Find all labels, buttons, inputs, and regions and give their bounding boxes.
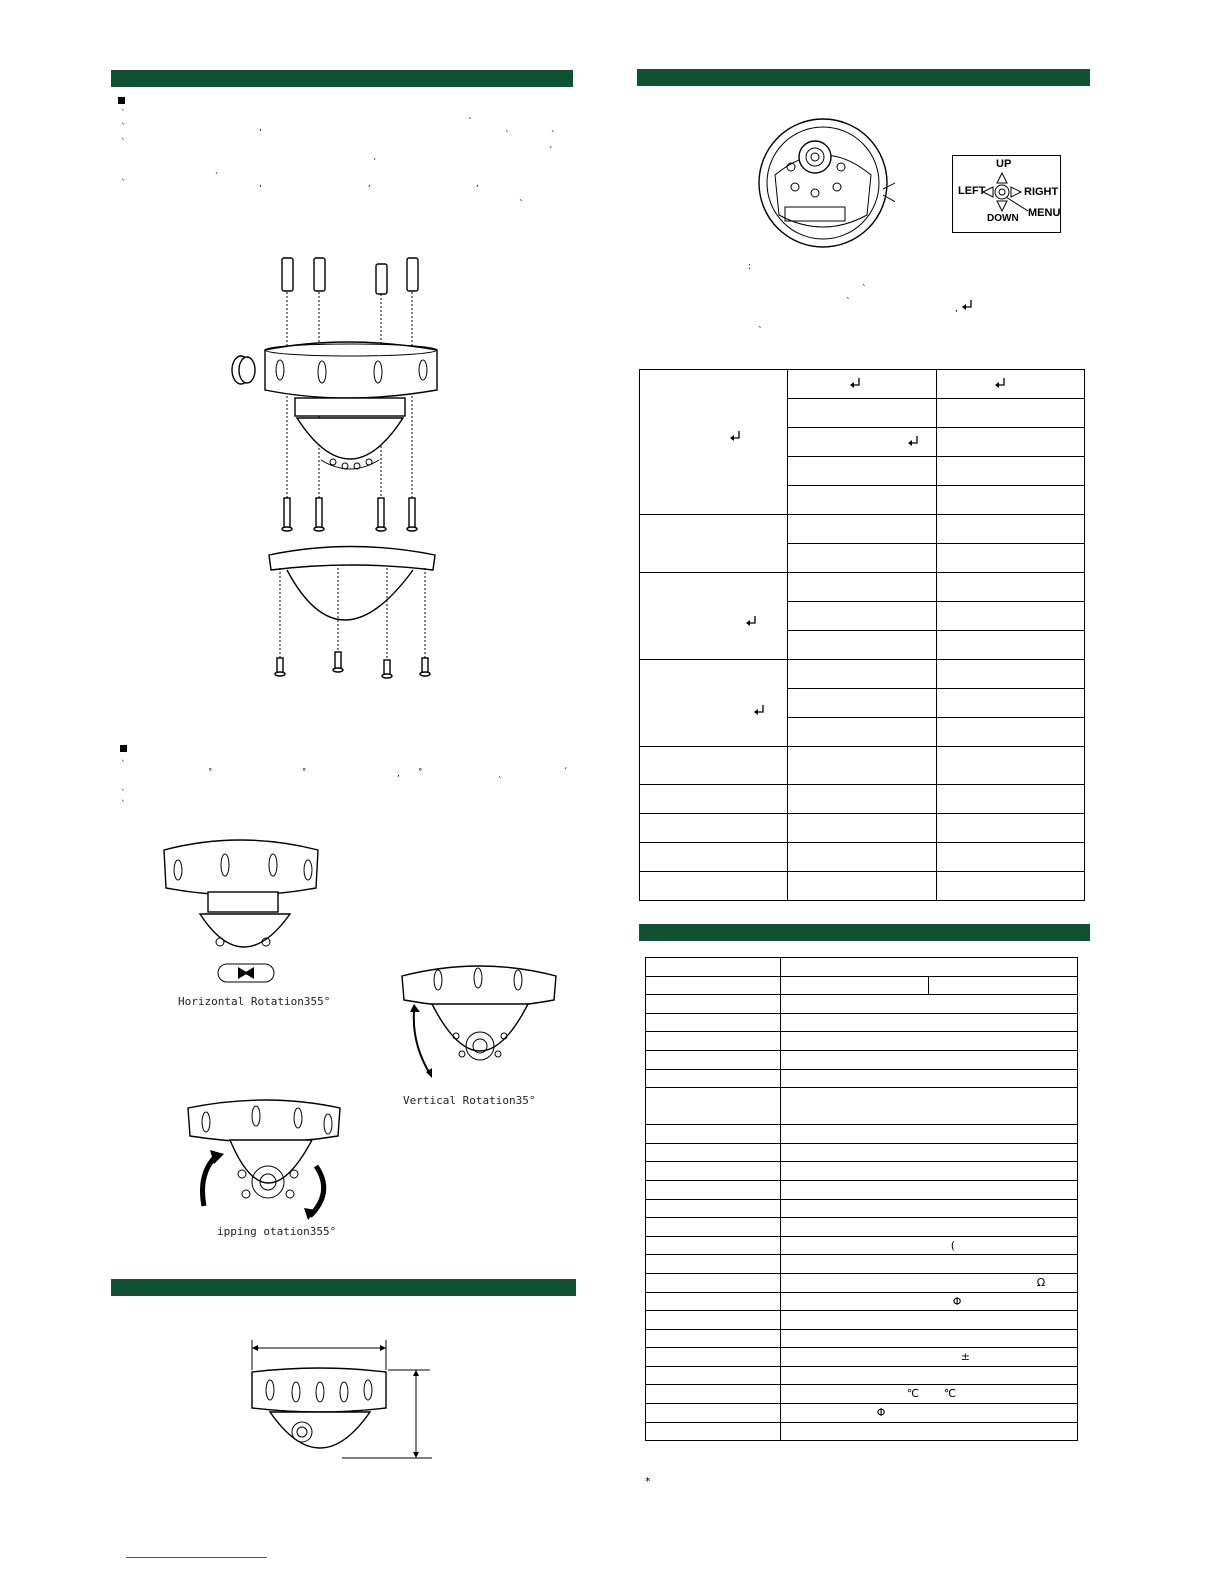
spec-value-cell: [780, 1273, 1077, 1292]
menu-cell: [936, 718, 1084, 747]
menu-cell: [788, 843, 936, 872]
menu-cell: [936, 872, 1084, 901]
menu-cell: [788, 515, 936, 544]
menu-cell: [788, 785, 936, 814]
menu-group-cell: [640, 573, 788, 660]
bullet-square-adjustment: [120, 745, 127, 752]
exploded-installation-diagram: [225, 250, 455, 682]
punct-mark: ,: [955, 304, 958, 314]
list-mark: ˋ: [121, 109, 126, 119]
tipping-rotation-illustration: [186, 1096, 342, 1220]
spec-value-cell: [780, 1366, 1077, 1385]
spec-value-cell: [780, 976, 929, 995]
spec-symbol: ±: [960, 1350, 970, 1364]
section-header-dimensions: [111, 1279, 576, 1296]
degree-mark: ˚: [302, 769, 307, 779]
punct-mark: ˏ: [563, 760, 568, 770]
punct-mark: ˎ: [519, 192, 524, 202]
spec-value-cell: [780, 1404, 1077, 1423]
spec-value-cell: [780, 958, 1077, 977]
spec-symbol: Ω: [1036, 1275, 1046, 1289]
punct-mark: ˏ: [372, 151, 377, 161]
spec-label-cell: [646, 1125, 781, 1144]
menu-cell: [936, 660, 1084, 689]
menu-cell: [936, 457, 1084, 486]
spec-symbol: Φ: [876, 1406, 886, 1420]
punct-mark: ˏ: [214, 165, 219, 175]
menu-cell: [936, 370, 1084, 399]
menu-cell: [936, 689, 1084, 718]
spec-label-cell: [646, 1088, 781, 1125]
menu-group-cell: [640, 872, 788, 901]
punct-mark: ˎ: [498, 769, 503, 779]
spec-label-cell: [646, 958, 781, 977]
spec-value-cell: [780, 1125, 1077, 1144]
enter-key-icon: [728, 430, 742, 444]
cover-screw-icon: [275, 652, 430, 678]
punct-mark: ˎ: [505, 123, 510, 133]
screw-icon: [282, 498, 417, 531]
caption-tipping-rotation: ipping otation355°: [217, 1225, 337, 1238]
spec-label-cell: [646, 1013, 781, 1032]
punct-mark: ˎ: [846, 290, 851, 300]
menu-cell: [788, 370, 936, 399]
menu-cell: [788, 399, 936, 428]
degree-mark: ˚: [418, 769, 423, 779]
spec-label-cell: [646, 1422, 781, 1441]
menu-cell: [936, 573, 1084, 602]
spec-label-cell: [646, 1199, 781, 1218]
dimension-drawing: [240, 1336, 440, 1472]
list-mark: ˋ: [121, 138, 126, 148]
caption-horizontal-rotation: Horizontal Rotation355°: [178, 995, 331, 1008]
spec-value-cell: [780, 1422, 1077, 1441]
spec-value-cell: [780, 1385, 1077, 1404]
spec-value-cell: [780, 1311, 1077, 1330]
menu-cell: [788, 747, 936, 785]
spec-label-cell: [646, 1180, 781, 1199]
spec-value-cell: [780, 1162, 1077, 1181]
spec-label-cell: [646, 1069, 781, 1088]
menu-cell: [788, 486, 936, 515]
caption-vertical-rotation: Vertical Rotation35°: [403, 1094, 536, 1107]
spec-label-cell: [646, 1385, 781, 1404]
spec-value-cell: [780, 1199, 1077, 1218]
osd-menu-table: [639, 369, 1085, 901]
menu-cell: [936, 602, 1084, 631]
enter-key-icon: [960, 299, 974, 313]
spec-value-cell: [780, 1069, 1077, 1088]
menu-cell: [788, 814, 936, 843]
spec-label-cell: [646, 1348, 781, 1367]
spec-value-cell: [780, 1329, 1077, 1348]
spec-symbol: ℃: [943, 1387, 957, 1401]
spec-label-cell: [646, 1236, 781, 1255]
spec-label-cell: [646, 1404, 781, 1423]
spec-label-cell: [646, 1292, 781, 1311]
menu-cell: [788, 689, 936, 718]
spec-label-cell: [646, 1050, 781, 1069]
spec-label-cell: [646, 1218, 781, 1237]
menu-group-cell: [640, 814, 788, 843]
spec-value-cell: [780, 1143, 1077, 1162]
menu-cell: [936, 544, 1084, 573]
menu-cell: [936, 843, 1084, 872]
spec-value-cell: [780, 995, 1077, 1014]
menu-cell: [936, 814, 1084, 843]
punct-mark: ˎ: [862, 277, 867, 287]
menu-cell: [936, 486, 1084, 515]
menu-cell: [788, 602, 936, 631]
spec-value-cell: [929, 976, 1078, 995]
enter-key-icon: [906, 435, 920, 449]
key-label-down: DOWN: [987, 213, 1019, 224]
spec-value-cell: [780, 1180, 1077, 1199]
punct-mark: ,: [259, 123, 262, 133]
spec-label-cell: [646, 1273, 781, 1292]
menu-cell: [788, 660, 936, 689]
menu-group-cell: [640, 843, 788, 872]
menu-cell: [936, 747, 1084, 785]
horizontal-rotation-illustration: [160, 830, 322, 990]
spec-value-cell: [780, 1255, 1077, 1274]
spec-label-cell: [646, 1032, 781, 1051]
spec-label-cell: [646, 1329, 781, 1348]
spec-label-cell: [646, 995, 781, 1014]
key-label-menu: MENU: [1028, 207, 1061, 219]
section-header-specifications: [639, 924, 1090, 941]
menu-group-cell: [640, 370, 788, 515]
punct-mark: ,: [368, 179, 371, 189]
enter-key-icon: [848, 377, 862, 391]
list-mark: ˋ: [121, 800, 126, 810]
bullet-square-installation: [118, 97, 125, 104]
camera-top-view-diagram: [755, 115, 895, 253]
specifications-table: [645, 957, 1078, 1441]
punct-mark: ˏ: [548, 139, 553, 149]
menu-cell: [936, 515, 1084, 544]
menu-cell: [936, 631, 1084, 660]
menu-cell: [936, 785, 1084, 814]
spec-label-cell: [646, 1311, 781, 1330]
menu-group-cell: [640, 660, 788, 747]
degree-mark: ˚: [208, 769, 213, 779]
menu-cell: [788, 718, 936, 747]
punct-mark: ,: [397, 769, 400, 779]
link-underline: [126, 1557, 267, 1558]
menu-cell: [936, 428, 1084, 457]
spec-value-cell: [780, 1218, 1077, 1237]
spec-symbol: (: [950, 1238, 955, 1252]
spec-label-cell: [646, 1162, 781, 1181]
vertical-rotation-illustration: [400, 958, 558, 1082]
list-mark: ˋ: [121, 123, 126, 133]
spec-label-cell: [646, 1143, 781, 1162]
menu-cell: [788, 872, 936, 901]
spec-value-cell: [780, 1088, 1077, 1125]
list-mark: ˋ: [121, 179, 126, 189]
punct-mark: :: [748, 262, 752, 272]
menu-group-cell: [640, 747, 788, 785]
spec-symbol: ℃: [906, 1387, 920, 1401]
spec-label-cell: [646, 1255, 781, 1274]
menu-cell: [936, 399, 1084, 428]
section-header-installation: [111, 70, 573, 87]
list-mark: ˋ: [121, 789, 126, 799]
enter-key-icon: [752, 704, 766, 718]
spec-symbol: Φ: [952, 1294, 962, 1308]
spec-label-cell: [646, 976, 781, 995]
menu-group-cell: [640, 785, 788, 814]
punct-mark: ,: [259, 179, 262, 189]
section-header-osd-menu: [637, 69, 1090, 86]
spec-value-cell: [780, 1348, 1077, 1367]
spec-value-cell: [780, 1032, 1077, 1051]
punct-mark: ˏ: [550, 123, 555, 133]
key-label-left: LEFT: [958, 185, 986, 197]
spec-value-cell: [780, 1236, 1077, 1255]
menu-cell: [788, 544, 936, 573]
menu-cell: [788, 428, 936, 457]
menu-cell: [788, 457, 936, 486]
menu-group-cell: [640, 515, 788, 573]
punct-mark: ˎ: [758, 319, 763, 329]
spec-value-cell: [780, 1292, 1077, 1311]
spec-value-cell: [780, 1050, 1077, 1069]
menu-cell: [788, 573, 936, 602]
footnote-mark: *: [645, 1475, 651, 1488]
spec-label-cell: [646, 1366, 781, 1385]
punct-mark: ,: [476, 179, 479, 189]
key-label-right: RIGHT: [1024, 186, 1059, 198]
wall-plug-icon: [282, 258, 418, 294]
key-label-up: UP: [996, 158, 1012, 170]
punct-mark: ˎ: [468, 110, 473, 120]
enter-key-icon: [744, 615, 758, 629]
menu-cell: [788, 631, 936, 660]
list-mark: ˋ: [121, 760, 126, 770]
spec-value-cell: [780, 1013, 1077, 1032]
enter-key-icon: [993, 377, 1007, 391]
